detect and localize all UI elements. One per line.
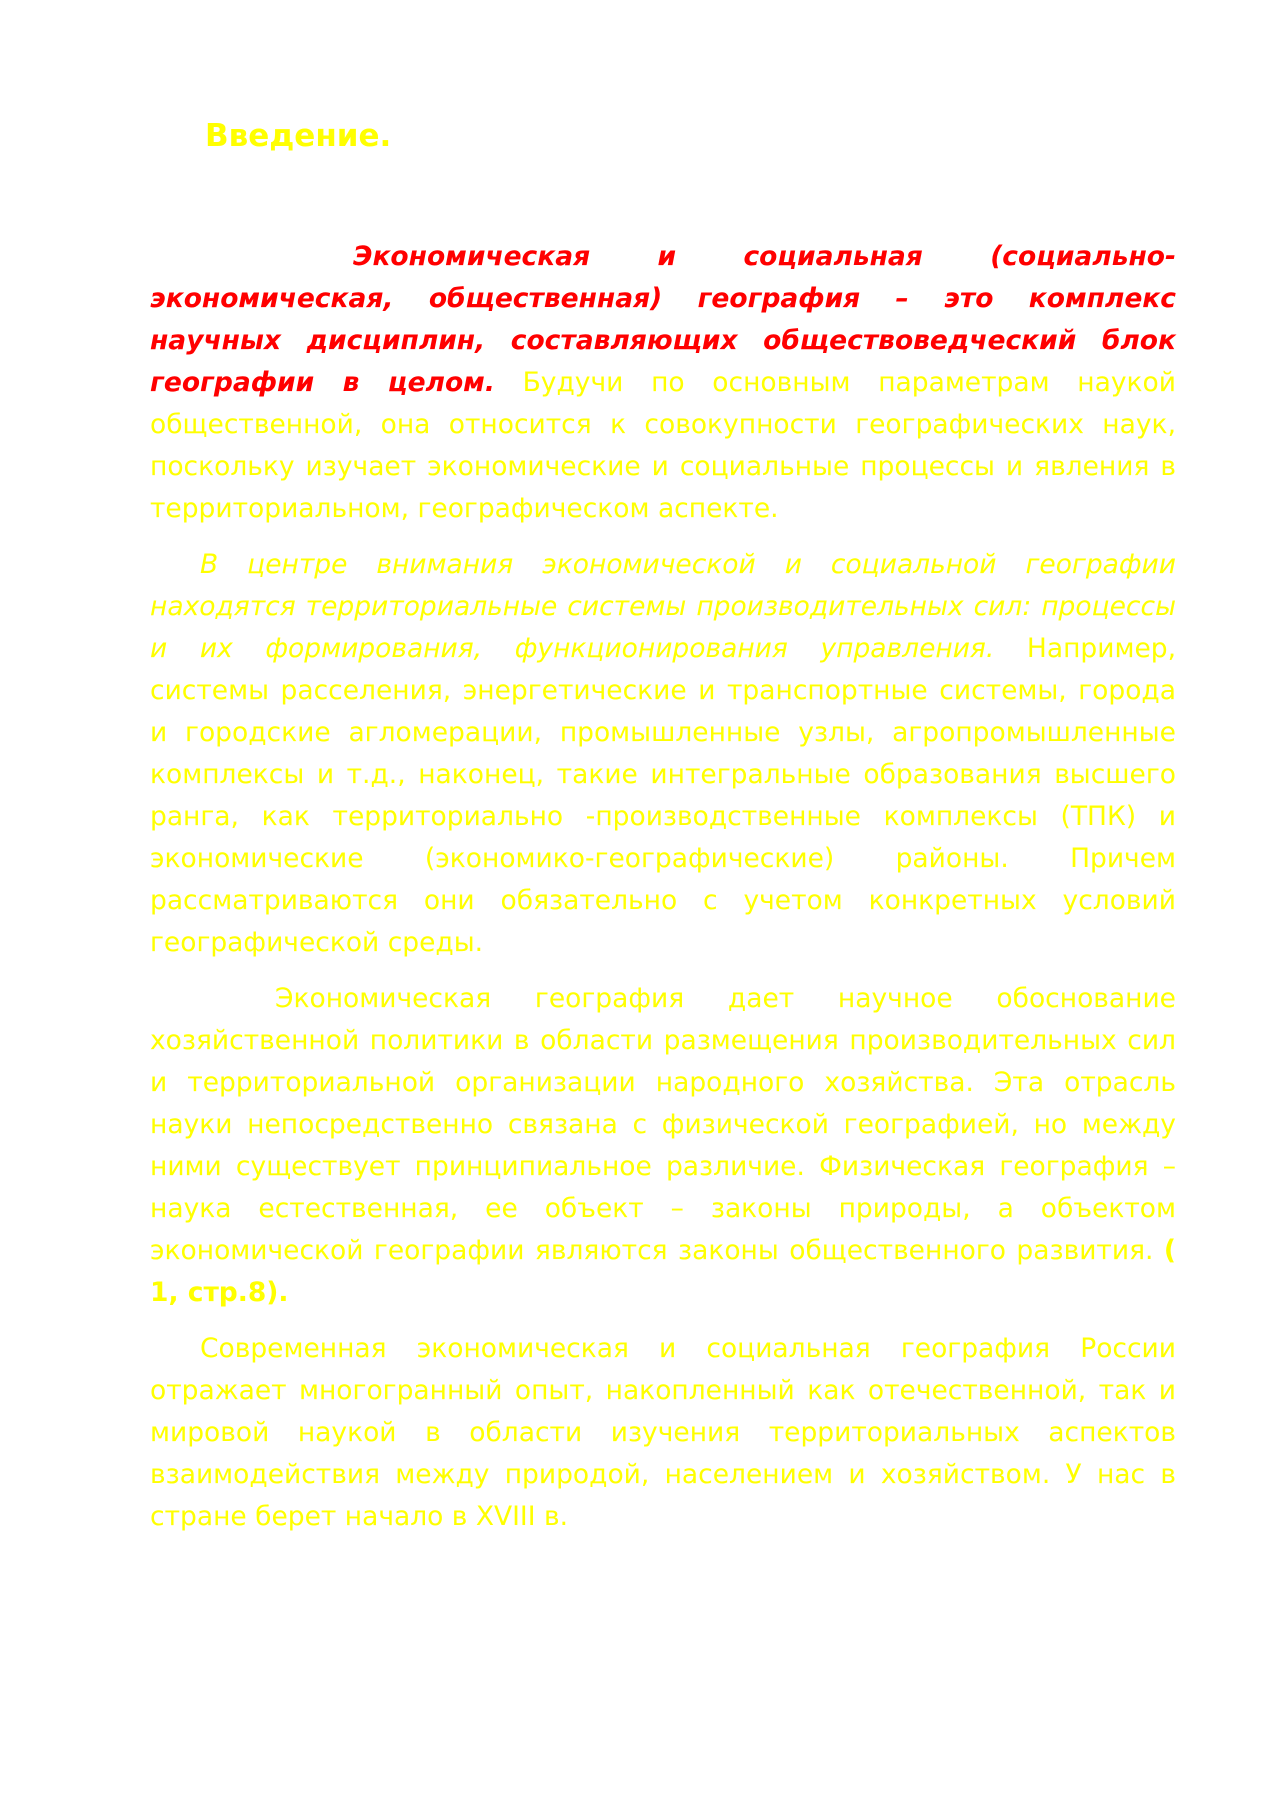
paragraph-1 [150,236,1176,530]
paragraph-2-text: Например, системы расселения, энергетические и транспортные системы, города и городские агломерации, промышленные узлы, агропромышленные комплексы и т.д., наконец, такие интегральные образования высшего ранга, как территориально -производственные комплексы (ТПК) и экономические (экономико-географические) районы. Причем рассматриваются они обязательно с учетом конкретных условий географической среды. [150,633,1177,958]
paragraph-3 [150,978,1176,1314]
paragraph-3-text: Экономическая география дает научное обоснование хозяйственной политики в области размещения производительных сил и территориальной организации народного хозяйства. Эта отрасль науки непосредственно связана с физической географией, но между ними существует принципиальное различие. Физическая география – наука естественная, ее объект – законы природы, а объектом экономической географии являются законы общественного развития. [150,983,1176,1266]
citation-reference: ( 1, стр.8). [150,1235,1176,1308]
paragraph-1-text: Будучи по основным параметрам наукой общественной, она относится к совокупности географических наук, поскольку изучает экономические и социальные процессы и явления в территориальном, географическом аспекте. [150,367,1176,524]
paragraph-4-text: Современная экономическая и социальная география России отражает многогранный опыт, накопленный как отечественной, так и мировой наукой в области изучения территориальных аспектов взаимодействия между природой, населением и хозяйством. У нас в стране берет начало в XVIII в. [150,1333,1176,1532]
paragraph-2-italic: В центре внимания экономической и социальной географии находятся территориальные системы производительных сил: процессы и их формирования, функционирования управления. [150,549,1176,664]
definition-text: Экономическая и социальная (социально-экономическая, общественная) география – это комплекс научных дисциплин, составляющих обществоведческий блок географии в целом. [150,241,1176,398]
document-title: Введение. [205,118,392,154]
paragraph-4 [150,1328,1176,1538]
paragraph-2 [150,544,1176,964]
document-body [150,236,1176,1552]
